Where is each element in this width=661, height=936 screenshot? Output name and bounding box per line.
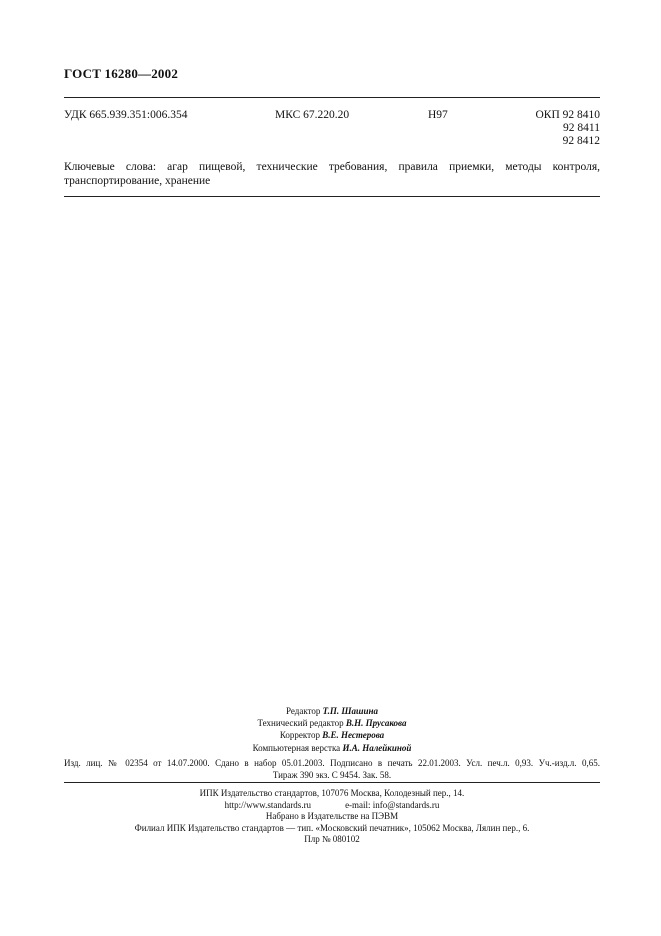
okp-code-line: ОКП 92 8410 — [535, 109, 600, 121]
top-divider — [64, 97, 600, 98]
publisher-address: ИПК Издательство стандартов, 107076 Москва, Колодезный пер., 14. — [199, 788, 465, 798]
publisher-branch: Филиал ИПК Издательство стандартов — тип. «Московский печатник», 105062 Москва, Лялин пер., 6. — [134, 822, 530, 833]
credit-name: В.Е. Нестерова — [322, 730, 385, 741]
publisher-email: e-mail: info@standards.ru — [345, 799, 440, 810]
mks-code: МКС 67.220.20 — [275, 109, 350, 121]
imprint-block — [64, 757, 600, 781]
imprint-line: Тираж 390 экз. С 9454. Зак. 58. — [272, 770, 392, 780]
udk-code: УДК 665.939.351:006.354 — [64, 109, 188, 121]
publisher-plr: Плр № 080102 — [304, 834, 360, 845]
okp-code-line: 92 8411 — [563, 122, 600, 134]
credit-editor — [64, 705, 600, 717]
publisher-block — [64, 788, 600, 846]
okp-code-line: 92 8412 — [562, 135, 600, 147]
credit-tech-editor — [64, 717, 600, 729]
publisher-contacts — [64, 800, 600, 812]
standard-number: ГОСТ 16280—2002 — [64, 66, 179, 81]
imprint-line: Изд. лиц. № 02354 от 14.07.2000. Сдано в набор 05.01.2003. Подписано в печать 22.01.2003. Усл. печ.л. 0,93. Уч.-изд.л. 0,65. — [64, 758, 600, 768]
credit-layout — [64, 742, 600, 754]
credit-role: Технический редактор — [257, 718, 344, 729]
keywords-paragraph: Ключевые слова: агар пищевой, технические требования, правила приемки, методы контроля, транспортирование, хранение — [64, 161, 600, 187]
okp-codes — [528, 109, 600, 148]
publisher-website: http://www.standards.ru — [224, 799, 312, 810]
credit-name: И.А. Налейкиной — [342, 742, 412, 753]
credit-name: В.Н. Прусакова — [345, 718, 407, 729]
credit-corrector — [64, 729, 600, 741]
credit-role: Компьютерная верстка — [252, 742, 341, 753]
credits-block — [64, 705, 600, 754]
credit-role: Корректор — [279, 730, 320, 741]
imprint-divider — [64, 782, 600, 783]
classifier-code: Н97 — [428, 109, 448, 121]
keywords-divider — [64, 196, 600, 197]
credit-role: Редактор — [286, 706, 321, 716]
credit-name: Т.П. Шашина — [322, 706, 378, 716]
publisher-typeset: Набрано в Издательстве на ПЭВМ — [265, 811, 399, 822]
